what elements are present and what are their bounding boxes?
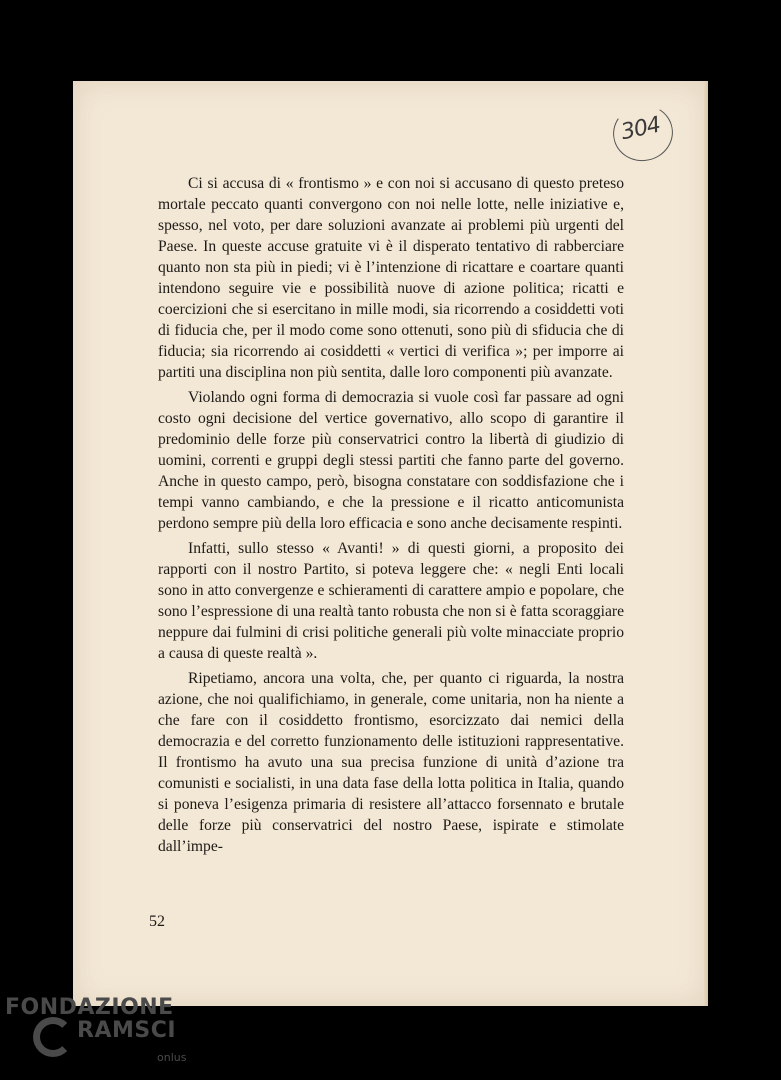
watermark-line3: onlus [157, 1051, 187, 1064]
paragraph: Ci si accusa di « frontismo » e con noi si accusano di questo preteso mortale peccato quanti convergono con noi nelle lotte, nelle iniziative e, spesso, nel voto, per dare soluzioni avanzate ai problemi più urgenti del Paese. In queste accuse gratuite vi è il disperato tentativo di rabberciare quanto non sta più in piedi; vi è l’intenzione di ricattare e coartare quanti intendono seguire vie e possibilità nuove di azione politica; ricatti e coercizioni che si esercitano in mille modi, sia ricorrendo a cosiddetti voti di fiducia che, per il modo come sono ottenuti, sono più di sfiducia che di fiducia; sia ricorrendo ai cosiddetti « vertici di verifica »; per imporre ai partiti una disciplina non più sentita, dalle loro componenti più avanzate. [158, 175, 624, 381]
paragraph: Infatti, sullo stesso « Avanti! » di questi giorni, a proposito dei rapporti con il nostro Partito, si poteva leggere che: « negli Enti locali sono in atto convergenze e schieramenti di carattere ampio e popolare, che sono l’espressione di una realtà tanto robusta che non si è fatta scoraggiare neppure dai fulmini di crisi politiche generali più volte minacciate proprio a causa di queste realtà ». [158, 540, 624, 662]
watermark-line1: FONDAZIONE [5, 995, 174, 1020]
handwritten-annotation [608, 99, 678, 166]
paragraph: Ripetiamo, ancora una volta, che, per quanto ci riguarda, la nostra azione, che noi qualifichiamo, in generale, come unitaria, non ha niente a che fare con il cosiddetto frontismo, esorcizzato dai nemici della democrazia e del corretto funzionamento delle istituzioni rappresentative. Il frontismo ha avuto una sua precisa funzione di unità d’azione tra comunisti e socialisti, in una data fase della lotta politica in Italia, quando si poneva l’esigenza primaria di resistere all’attacco forsennato e brutale delle forze più conservatrici del nostro Paese, ispirate e stimolate dall’impe- [158, 670, 624, 855]
watermark-line2: RAMSCI [77, 1018, 177, 1043]
page-number: 52 [149, 913, 165, 930]
body-text [158, 173, 624, 861]
annotation-number: 304 [618, 112, 663, 146]
g-logo-icon [33, 1017, 73, 1057]
document-page [73, 81, 708, 1006]
paragraph: Violando ogni forma di democrazia si vuole così far passare ad ogni costo ogni decisione del vertice governativo, allo scopo di garantire il predominio delle forze più conservatrici contro la libertà di giudizio di uomini, correnti e gruppi degli stessi partiti che fanno parte del governo. Anche in questo campo, però, bisogna constatare con soddisfazione che i tempi vanno cambiando, e che la pressione e il ricatto anticomunista perdono sempre più della loro efficacia e sono anche decisamente respinti. [158, 389, 624, 532]
fondazione-gramsci-watermark [5, 995, 205, 1075]
page-edge [704, 81, 708, 1006]
